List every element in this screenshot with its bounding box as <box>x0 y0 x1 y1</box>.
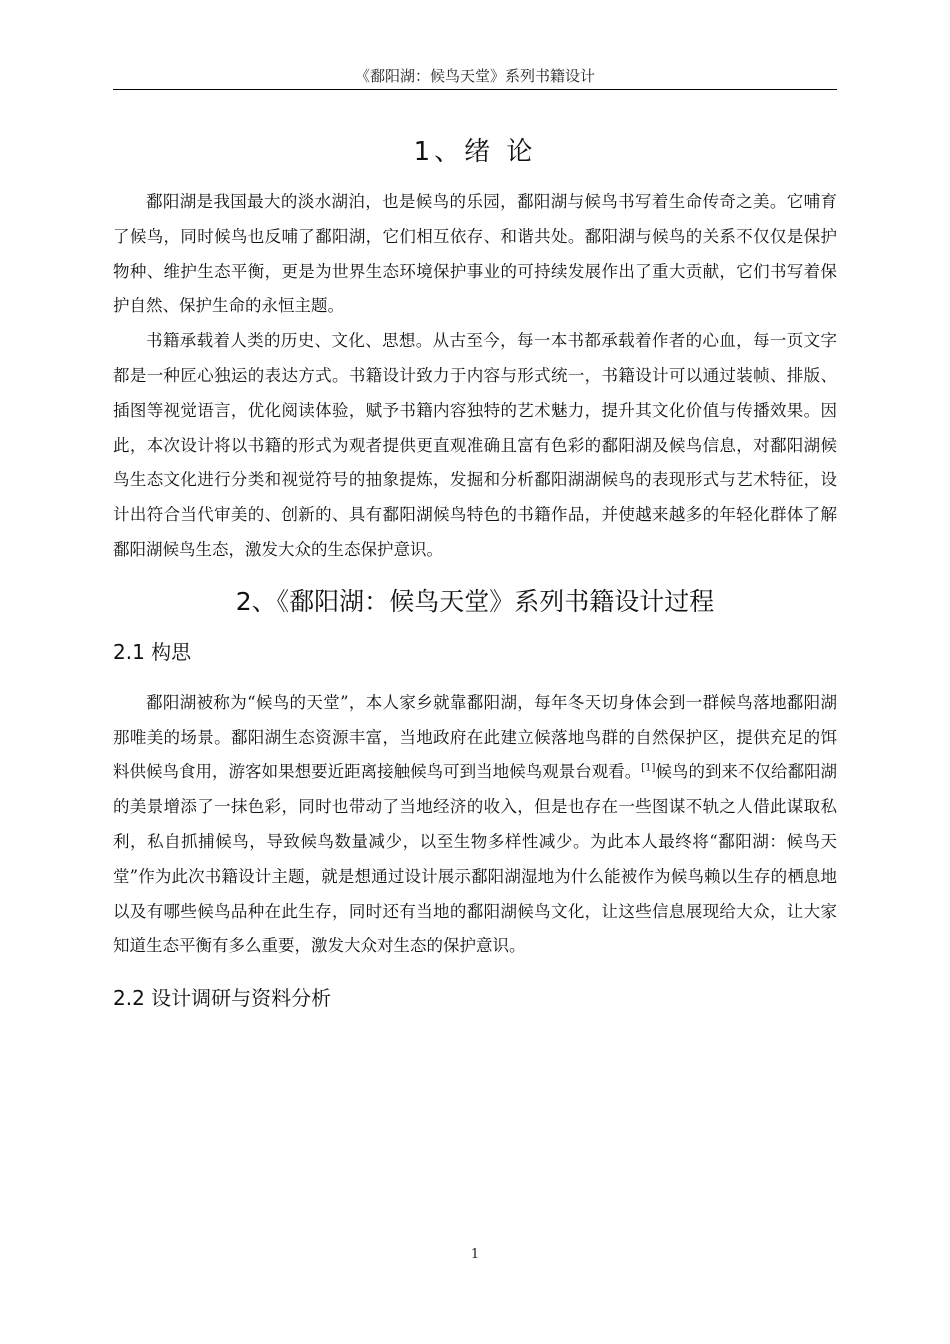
citation-reference: [1] <box>641 762 656 774</box>
chapter-2-title: 2、《鄱阳湖：候鸟天堂》系列书籍设计过程 <box>235 586 715 616</box>
section-2-1-text-part-2: 候鸟的到来不仅给鄱阳湖的美景增添了一抹色彩，同时也带动了当地经济的收入，但是也存在一些图谋不轨之人借此谋取私利，私自抓捕候鸟，导致候鸟数量减少，以至生物多样性减少。为此本人最终将“鄱阳湖：候鸟天堂”作为此次书籍设计主题，就是想通过设计展示鄱阳湖湿地为什么能被作为候鸟赖以生存的栖息地以及有哪些候鸟品种在此生存，同时还有当地的鄱阳湖候鸟文化，让这些信息展现给大众，让大家知道生态平衡有多么重要，激发大众对生态的保护意识。 <box>113 762 838 956</box>
running-header: 《鄱阳湖：候鸟天堂》系列书籍设计 <box>354 67 595 85</box>
page-content <box>113 132 837 1018</box>
section-2-1-paragraph <box>113 686 837 964</box>
section-2-2-title: 2.2 设计调研与资料分析 <box>113 986 332 1011</box>
chapter-1-paragraph-1: 鄱阳湖是我国最大的淡水湖泊，也是候鸟的乐园，鄱阳湖与候鸟书写着生命传奇之美。它哺育了候鸟，同时候鸟也反哺了鄱阳湖，它们相互依存、和谐共处。鄱阳湖与候鸟的关系不仅仅是保护物种、维护生态平衡，更是为世界生态环境保护事业的可持续发展作出了重大贡献，它们书写着保护自然、保护生命的永恒主题。 <box>113 192 837 316</box>
section-2-1-title: 2.1 构思 <box>113 639 192 664</box>
chapter-1-paragraph-2: 书籍承载着人类的历史、文化、思想。从古至今，每一本书都承载着作者的心血，每一页文字都是一种匠心独运的表达方式。书籍设计致力于内容与形式统一，书籍设计可以通过装帧、排版、插图等视觉语言，优化阅读体验，赋予书籍内容独特的艺术魅力，提升其文化价值与传播效果。因此，本次设计将以书籍的形式为观者提供更直观准确且富有色彩的鄱阳湖及候鸟信息，对鄱阳湖候鸟生态文化进行分类和视觉符号的抽象提炼，发掘和分析鄱阳湖湖候鸟的表现形式与艺术特征，设计出符合当代审美的、创新的、具有鄱阳湖候鸟特色的书籍作品，并使越来越多的年轻化群体了解鄱阳湖候鸟生态，激发大众的生态保护意识。 <box>113 331 837 559</box>
page-number: 1 <box>470 1247 480 1262</box>
chapter-1-title: 1、绪 论 <box>413 137 537 167</box>
section-2-1-text-part-1: 鄱阳湖被称为“候鸟的天堂”，本人家乡就靠鄱阳湖，每年冬天切身体会到一群候鸟落地鄱阳湖那唯美的场景。鄱阳湖生态资源丰富，当地政府在此建立候落地鸟群的自然保护区，提供充足的饵料供候鸟食用，游客如果想要近距离接触候鸟可到当地候鸟观景台观看。 <box>113 692 837 782</box>
header-rule <box>113 89 837 90</box>
